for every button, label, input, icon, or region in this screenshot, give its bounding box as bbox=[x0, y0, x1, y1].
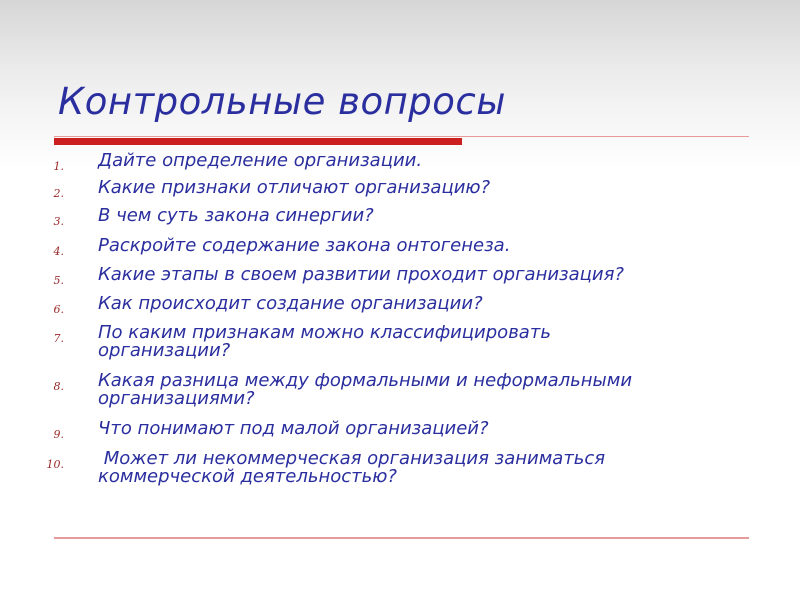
title-underline-thick bbox=[54, 138, 462, 145]
list-item-number: 2. bbox=[53, 187, 64, 200]
list-item-text: Может ли некоммерческая организация заниматься коммерческой деятельностью? bbox=[98, 448, 606, 487]
list-item-text: Что понимают под малой организацией? bbox=[98, 418, 489, 439]
list-item-text: Как происходит создание организации? bbox=[98, 293, 483, 314]
list-item bbox=[0, 372, 800, 408]
list-item bbox=[0, 235, 800, 258]
list-item-text: Какие признаки отличают организацию? bbox=[98, 177, 491, 198]
list-item-number: 3. bbox=[53, 215, 64, 228]
list-item bbox=[0, 293, 800, 316]
list-item bbox=[0, 418, 800, 441]
list-item bbox=[0, 150, 800, 173]
list-item-number: 10. bbox=[46, 458, 64, 471]
list-item-text: Раскройте содержание закона онтогенеза. bbox=[98, 235, 511, 256]
list-item bbox=[0, 177, 800, 200]
list-item-text: В чем суть закона синергии? bbox=[98, 205, 374, 226]
list-item-text: Какие этапы в своем развитии проходит организация? bbox=[98, 264, 624, 285]
list-item bbox=[0, 205, 800, 228]
list-item-number: 6. bbox=[53, 303, 64, 316]
list-item-text: Какая разница между формальными и неформальными организациями? bbox=[98, 370, 633, 409]
slide-title: Контрольные вопросы bbox=[58, 80, 506, 123]
list-item-number: 4. bbox=[53, 245, 64, 258]
list-item-number: 8. bbox=[53, 380, 64, 393]
list-item bbox=[0, 264, 800, 287]
list-item bbox=[0, 324, 800, 360]
list-item bbox=[0, 450, 800, 486]
title-underline-thin bbox=[54, 136, 749, 137]
list-item-number: 9. bbox=[53, 428, 64, 441]
list-item-text: По каким признакам можно классифицировать организации? bbox=[98, 322, 551, 361]
footer-divider bbox=[54, 537, 749, 539]
list-item-number: 7. bbox=[53, 332, 64, 345]
list-item-text: Дайте определение организации. bbox=[98, 150, 423, 171]
list-item-number: 1. bbox=[53, 160, 64, 173]
list-item-number: 5. bbox=[53, 274, 64, 287]
